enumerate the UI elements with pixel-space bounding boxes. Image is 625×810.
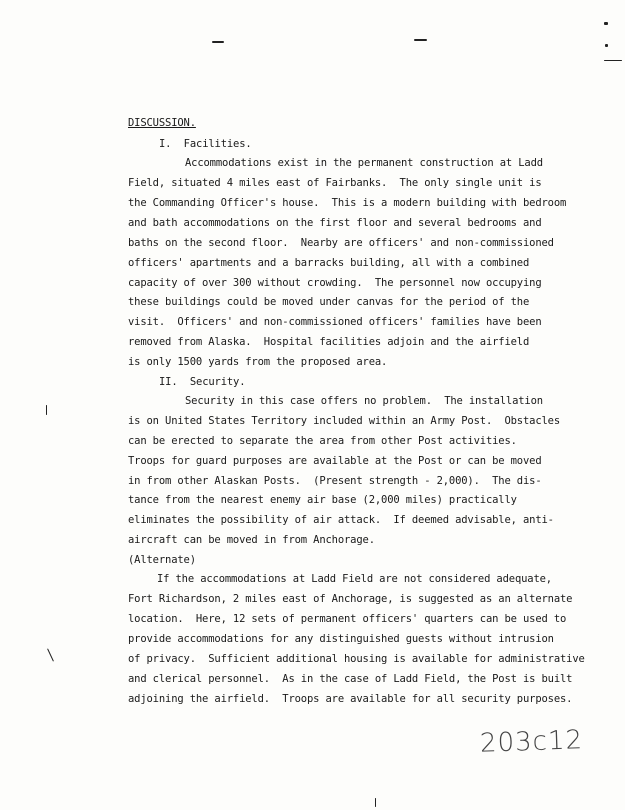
paragraph-line: adjoining the airfield. Troops are available for all security purposes. (128, 693, 573, 705)
paragraph-line: Accommodations exist in the permanent construction at Ladd (185, 157, 543, 169)
section-heading-facilities: I. Facilities. (159, 138, 252, 150)
paragraph-line: tance from the nearest enemy air base (2,000 miles) practically (128, 494, 517, 506)
scan-mark (604, 60, 622, 61)
scan-mark (212, 41, 224, 43)
paragraph-line: baths on the second floor. Nearby are officers' and non-commissioned (128, 237, 554, 249)
paragraph-line: the Commanding Officer's house. This is a modern building with bedroom (128, 197, 567, 209)
section-heading-security: II. Security. (159, 376, 246, 388)
scan-mark (47, 648, 54, 661)
paragraph-line: officers' apartments and a barracks building, all with a combined (128, 257, 530, 269)
paragraph-line: location. Here, 12 sets of permanent officers' quarters can be used to (128, 613, 567, 625)
paragraph-line: Security in this case offers no problem. The installation (185, 395, 543, 407)
paragraph-line: Fort Richardson, 2 miles east of Anchorage, is suggested as an alternate (128, 593, 573, 605)
section-heading-alternate: (Alternate) (128, 554, 196, 566)
paragraph-line: visit. Officers' and non-commissioned officers' families have been (128, 316, 542, 328)
paragraph-line: Troops for guard purposes are available at the Post or can be moved (128, 455, 542, 467)
paragraph-line: can be erected to separate the area from other Post activities. (128, 435, 517, 447)
paragraph-line: in from other Alaskan Posts. (Present strength - 2,000). The dis- (128, 475, 542, 487)
paragraph-line: eliminates the possibility of air attack. If deemed advisable, anti- (128, 514, 554, 526)
paragraph-line: these buildings could be moved under canvas for the period of the (128, 296, 530, 308)
paragraph-line: aircraft can be moved in from Anchorage. (128, 534, 375, 546)
scan-mark (604, 22, 608, 25)
handwritten-note: 203c12 (479, 725, 584, 759)
discussion-heading: DISCUSSION. (128, 117, 196, 129)
paragraph-line: If the accommodations at Ladd Field are not considered adequate, (157, 573, 552, 585)
paragraph-line: removed from Alaska. Hospital facilities adjoin and the airfield (128, 336, 530, 348)
paragraph-line: capacity of over 300 without crowding. The personnel now occupying (128, 277, 542, 289)
scan-mark (46, 405, 47, 415)
paragraph-line: provide accommodations for any distinguished guests without intrusion (128, 633, 554, 645)
scan-mark (605, 44, 608, 47)
scan-mark (414, 39, 427, 41)
paragraph-line: and bath accommodations on the first floor and several bedrooms and (128, 217, 542, 229)
scan-mark (375, 798, 376, 807)
paragraph-line: Field, situated 4 miles east of Fairbanks. The only single unit is (128, 177, 542, 189)
paragraph-line: and clerical personnel. As in the case of Ladd Field, the Post is built (128, 673, 573, 685)
paragraph-line: is on United States Territory included within an Army Post. Obstacles (128, 415, 561, 427)
paragraph-line: of privacy. Sufficient additional housing is available for administrative (128, 653, 585, 665)
paragraph-line: is only 1500 yards from the proposed area. (128, 356, 388, 368)
